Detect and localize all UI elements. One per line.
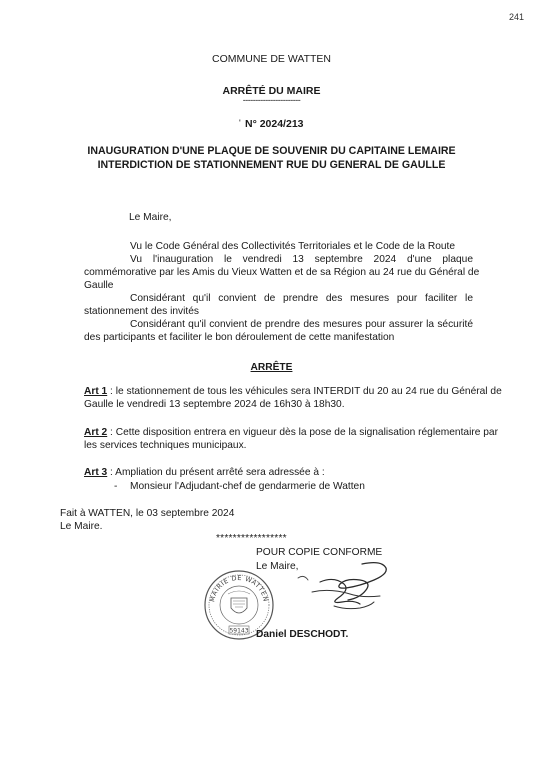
article-2-text: : Cette disposition entrera en vigueur dès la pose de la signalisation réglementaire par (107, 427, 498, 438)
arrete-heading: ARRÊTE (250, 362, 293, 373)
subject-line-1: INAUGURATION D'UNE PLAQUE DE SOUVENIR DU CAPITAINE LEMAIRE (87, 145, 456, 157)
article-2-line2: les services techniques municipaux. (84, 440, 247, 451)
article-1-line1 (84, 385, 502, 398)
svg-text:MAIRIE DE WATTEN: MAIRIE DE WATTEN (208, 573, 270, 603)
article-1-line2: Gaulle le vendredi 13 septembre 2024 de 16h30 à 18h30. (84, 399, 345, 410)
vu-inauguration-line3: Gaulle (84, 280, 114, 291)
considerant-1-line2: stationnement des invités (84, 306, 199, 317)
handwritten-signature-icon (290, 558, 400, 616)
arrete-title: ARRÊTÉ DU MAIRE (222, 85, 321, 97)
considerant-2-line1: Considérant qu'il convient de prendre des mesures pour assurer la sécurité (130, 319, 473, 330)
svg-text:59143: 59143 (229, 627, 249, 635)
article-1-label: Art 1 (84, 386, 108, 397)
article-2-label: Art 2 (84, 427, 108, 438)
article-2-line1 (84, 426, 498, 439)
considerant-1-line1: Considérant qu'il convient de prendre des mesures pour faciliter le (130, 293, 473, 304)
article-3-bullet: - (114, 481, 118, 492)
arrete-subject (0, 144, 543, 172)
pour-copie-conforme: POUR COPIE CONFORME (256, 547, 383, 558)
article-3-text: : Ampliation du présent arrêté sera adressée à : (107, 467, 325, 478)
header-separator: ----------------------- (242, 95, 301, 105)
fait-a: Fait à WATTEN, le 03 septembre 2024 (60, 508, 235, 519)
signatory-name: Daniel DESCHODT. (256, 629, 349, 640)
article-3-line1 (84, 466, 325, 479)
mayor-signature (290, 558, 400, 616)
le-maire-closing: Le Maire. (60, 521, 103, 532)
vu-inauguration-line2: commémorative par les Amis du Vieux Watten et de sa Région au 24 rue du Général de (84, 267, 480, 278)
commune-name: COMMUNE DE WATTEN (212, 53, 331, 65)
considerant-2-line2: des participants et faciliter le bon déroulement de cette manifestation (84, 332, 395, 343)
article-1-text: : le stationnement de tous les véhicules sera INTERDIT du 20 au 24 rue du Général de (107, 386, 502, 397)
stray-mark: ' (239, 118, 241, 128)
article-3-label: Art 3 (84, 467, 108, 478)
vu-code: Vu le Code Général des Collectivités Territoriales et le Code de la Route (130, 241, 456, 252)
page-number: 241 (509, 12, 525, 22)
arrete-number: N° 2024/213 (245, 118, 304, 130)
separator-stars: ***************** (216, 533, 287, 544)
le-maire-signature-title: Le Maire, (256, 561, 299, 572)
subject-line-2: INTERDICTION DE STATIONNEMENT RUE DU GENERAL DE GAULLE (97, 159, 446, 171)
le-maire-opening: Le Maire, (129, 212, 172, 223)
article-3-recipient: Monsieur l'Adjudant-chef de gendarmerie de Watten (130, 481, 365, 492)
vu-inauguration-line1: Vu l'inauguration le vendredi 13 septembre 2024 d'une plaque (130, 254, 473, 265)
